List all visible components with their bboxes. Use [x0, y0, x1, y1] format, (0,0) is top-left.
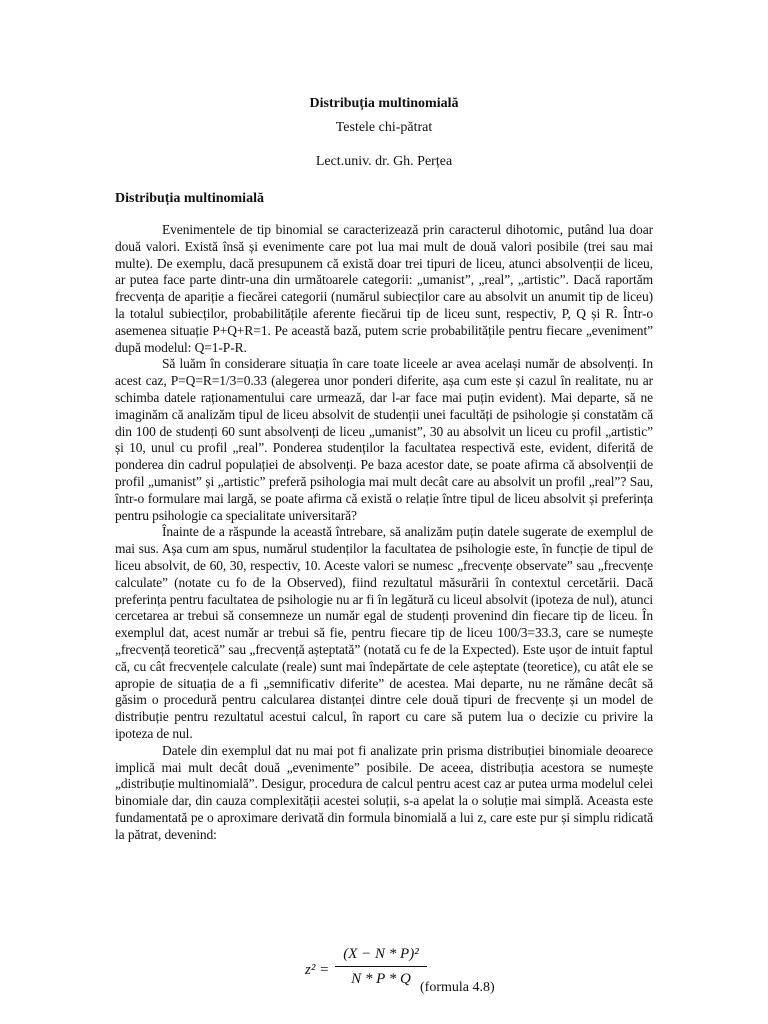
document-subtitle: Testele chi-pătrat: [335, 120, 433, 135]
body-text: [115, 222, 653, 843]
formula-denominator: N * P * Q: [351, 971, 411, 987]
paragraph-1: Evenimentele de tip binomial se caracterizează prin caracterul dihotomic, putând lua doar două valori. Există însă și evenimente care pot lua mai mult de două valori posibile (trei sau mai multe). De exemplu, dacă presupunem că există doar trei tipuri de liceu, atunci absolvenții de liceu, ar putea face parte dintr-una din următoarele categorii: „umanist”, „real”, „artistic”. Dacă raportăm frecvența de apariție a fiecărei categorii (numărul subiecților care au absolvit un anumit tip de liceu) la totalul subiecților, probabilitățile aferente fiecărui tip de liceu sunt, respectiv, P, Q și R. Într-o asemenea situație P+Q+R=1. Pe această bază, putem scrie probabilitățile pentru fiecare „eveniment” după modelul: Q=1-P-R.: [115, 222, 653, 355]
author-line: Lect.univ. dr. Gh. Perțea: [315, 154, 453, 169]
paragraph-3: Înainte de a răspunde la această întrebare, să analizăm puțin datele sugerate de exemplul de mai sus. Așa cum am spus, numărul studenților la facultatea de psihologie este, în funcție de tipul de liceu absolvit, de 60, 30, respectiv, 10. Aceste valori se numesc „frecvențe observate” sau „frecvențe calculate” (notate cu fo de la Observed), fiind rezultatul măsurării în contextul cercetării. Dacă preferința pentru facultatea de psihologie nu ar fi în legătură cu liceul absolvit (ipoteza de nul), atunci cercetarea ar trebui să consemneze un număr egal de studenți provenind din fiecare tip de liceu. În exemplul dat, acest număr ar trebui să fie, pentru fiecare tip de liceu 100/3=33.3, care se numește „frecvență teoretică” sau „frecvență așteptată” (notată cu fe de la Expected). Este ușor de intuit faptul că, cu cât frecvențele calculate (reale) sunt mai îndepărtate de cele așteptate (teoretice), cu atât ele se apropie de situația de a fi „semnificativ diferite” de acestea. Mai departe, nu ne rămâne decât să găsim o procedură pentru calcularea distanței dintre cele două tipuri de frecvențe și un model de distribuție pentru rezultatul acestui calcul, în raport cu care să putem lua o decizie cu privire la ipoteza de nul.: [115, 524, 653, 741]
document-page: [115, 0, 653, 1024]
section-heading: Distribuția multinomială: [115, 191, 264, 206]
formula-label: (formula 4.8): [420, 980, 495, 995]
paragraph-2: Să luăm în considerare situația în care toate liceele ar avea același număr de absolvenți. In acest caz, P=Q=R=1/3=0.33 (alegerea unor ponderi diferite, așa cum este și cazul în realitate, nu ar schimba datele raționamentului care urmează, dar l-ar face mai puțin evident). Mai departe, să ne imaginăm că analizăm tipul de liceu absolvit de studenții unei facultăți de psihologie și constatăm că din 100 de studenți 60 sunt absolvenți de liceu „umanist”, 30 au absolvit un liceu cu profil „artistic” și 10, unul cu profil „real”. Ponderea studenților la facultatea respectivă este, evident, diferită de ponderea din cadrul populației de absolvenți. Pe baza acestor date, se poate afirma că absolvenții de profil „umanist” și „artistic” preferă psihologia mai mult decât care au absolvit un profil „real”? Sau, într-o formulare mai largă, se poate afirma că există o relație între tipul de liceu absolvit și preferința pentru psihologie ca specialitate universitară?: [115, 356, 653, 523]
formula-numerator: (X − N * P)²: [335, 944, 427, 967]
formula-fraction: [335, 944, 427, 989]
document-title: Distribuția multinomială: [309, 96, 459, 111]
formula-lhs: z² =: [305, 962, 330, 978]
paragraph-4: Datele din exemplul dat nu mai pot fi analizate prin prisma distribuției binomiale deoarece implică mai mult decât două „evenimente” posibile. De aceea, distribuția acestora se numește „distribuție multinomială”. Desigur, procedura de calcul pentru acest caz ar putea urma modelul celei binomiale dar, din cauza complexității acestei soluții, s-a apelat la o soluție mai simplă. Aceasta este fundamentată pe o aproximare derivată din formula binomială a lui z, care este pur și simplu ridicată la pătrat, devenind:: [115, 742, 653, 842]
formula-block: [305, 944, 605, 1004]
